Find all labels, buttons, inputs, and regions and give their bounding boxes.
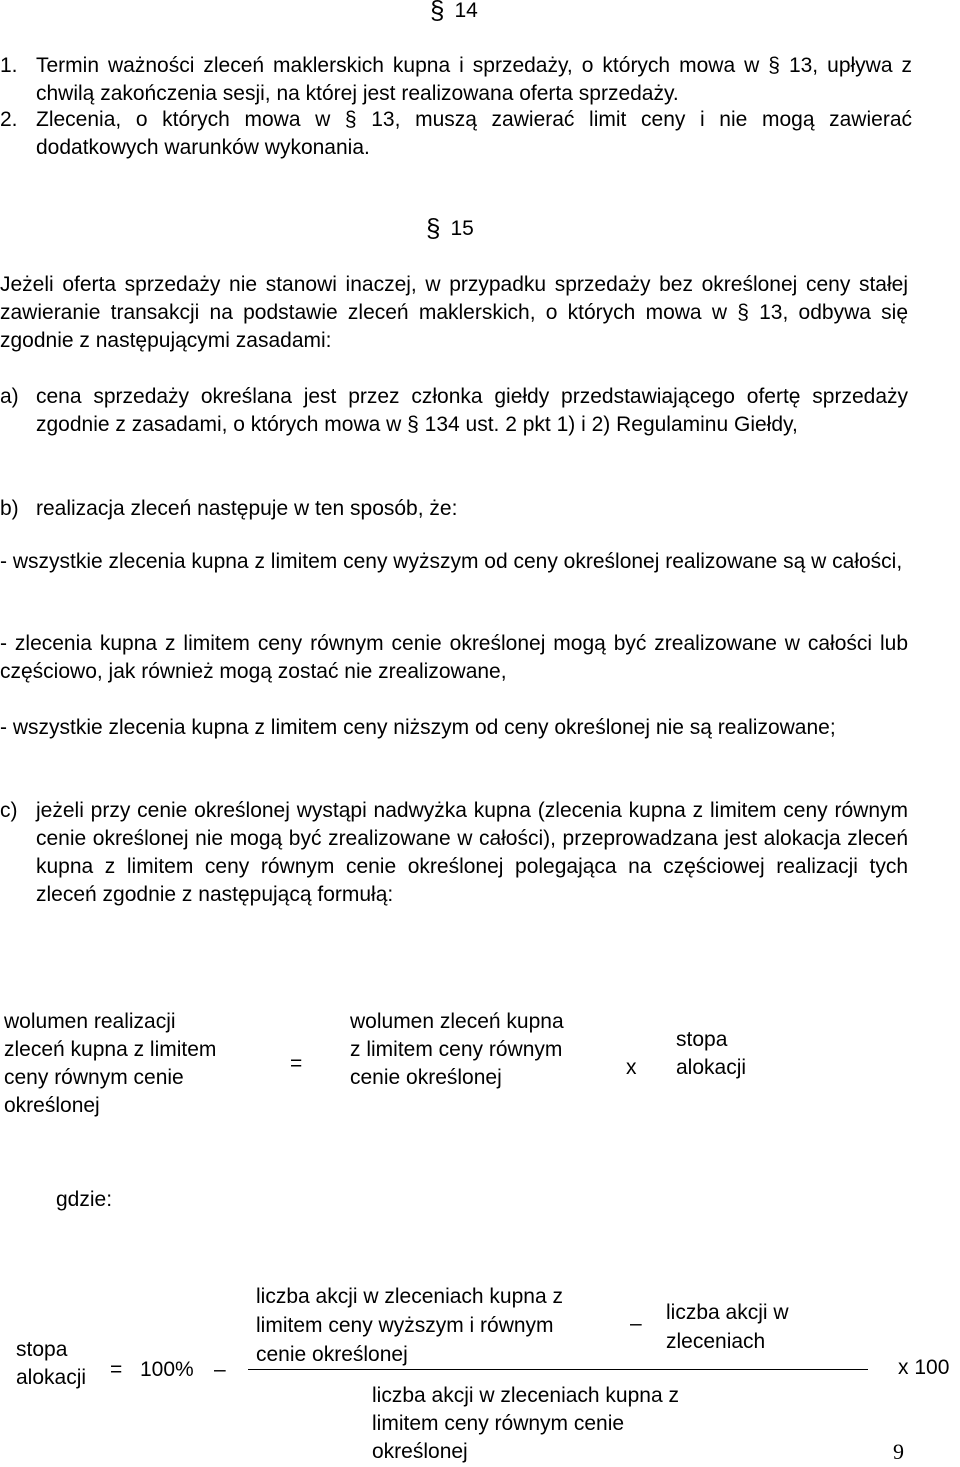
formula-text-line: cenie określonej	[256, 1343, 408, 1366]
formula-2-minus-1: –	[214, 1358, 226, 1381]
point-c	[0, 797, 908, 909]
list-item	[0, 52, 912, 108]
dash-item: - zlecenia kupna z limitem ceny równym cenie określonej mogą być zrealizowane w całości lub częściowo, jak również mogą zostać nie zrealizowane,	[0, 632, 908, 683]
point-text: realizacja zleceń następuje w ten sposób, że:	[36, 497, 458, 520]
page-number: 9	[893, 1439, 904, 1464]
formula-text-line: zleceń kupna z limitem	[4, 1038, 217, 1061]
list-item	[0, 106, 912, 162]
section-15-intro: Jeżeli oferta sprzedaży nie stanowi inaczej, w przypadku sprzedaży bez określonej ceny stałej zawieranie transakcji na podstawie zleceń maklerskich, o których mowa w § 13, odbywa się zgodnie z następującymi zasadami:	[0, 273, 908, 352]
where-label: gdzie:	[56, 1188, 113, 1211]
section-symbol: §	[430, 0, 445, 25]
list-number: 2.	[0, 108, 18, 131]
dash-item: - wszystkie zlecenia kupna z limitem ceny niższym od ceny określonej nie są realizowane;	[0, 716, 836, 739]
formula-text-line: limitem ceny równym cenie	[372, 1412, 625, 1435]
point-label: c)	[0, 799, 18, 822]
formula-2-equals: =	[110, 1358, 123, 1381]
formula-2-denominator	[372, 1382, 679, 1466]
formula-text-line: alokacji	[676, 1056, 747, 1079]
formula-text-line: stopa	[676, 1028, 728, 1051]
formula-text-line: alokacji	[16, 1366, 87, 1389]
point-text: cena sprzedaży określana jest przez członka giełdy przedstawiającego ofertę sprzedaży zgodnie z zasadami, o których mowa w § 134 ust. 2 pkt 1) i 2) Regulaminu Giełdy,	[36, 385, 908, 436]
formula-1-equals: =	[290, 1052, 303, 1075]
formula-text-line: określonej	[372, 1440, 468, 1463]
dash-item: - wszystkie zlecenia kupna z limitem ceny wyższym od ceny określonej realizowane są w całości,	[0, 550, 903, 573]
formula-2-hundred: 100%	[140, 1358, 194, 1381]
formula-text-line: liczba akcji w zleceniach kupna z	[372, 1384, 679, 1407]
formula-text-line: określonej	[4, 1094, 100, 1117]
formula-1-lhs	[4, 1008, 216, 1120]
section-14-heading	[430, 0, 478, 25]
formula-1-mid	[350, 1008, 564, 1092]
formula-text-line: wolumen zleceń kupna	[350, 1010, 564, 1033]
formula-2-minus-2: –	[630, 1312, 642, 1335]
point-label: a)	[0, 385, 19, 408]
section-symbol: §	[426, 213, 441, 243]
formula-text-line: cenie określonej	[350, 1066, 502, 1089]
list-text: Termin ważności zleceń maklerskich kupna i sprzedaży, o których mowa w § 13, upływa z chwilą zakończenia sesji, na której jest realizowana oferta sprzedaży.	[36, 54, 912, 105]
formula-text-line: wolumen realizacji	[4, 1010, 176, 1033]
formula-text-line: liczba akcji w zleceniach kupna z	[256, 1285, 563, 1308]
formula-text-line: limitem ceny wyższym i równym	[256, 1314, 554, 1337]
section-15-heading	[426, 214, 474, 243]
point-label: b)	[0, 497, 19, 520]
formula-2-numerator-right	[666, 1298, 789, 1356]
formula-1-rhs	[676, 1026, 746, 1082]
section-number: 14	[454, 0, 478, 22]
list-number: 1.	[0, 54, 18, 77]
formula-text-line: z limitem ceny równym	[350, 1038, 563, 1061]
formula-text-line: zleceniach	[666, 1330, 766, 1353]
formula-text-line: liczba akcji w	[666, 1301, 789, 1324]
formula-1-times: x	[626, 1056, 637, 1079]
formula-text-line: stopa	[16, 1338, 68, 1361]
list-text: Zlecenia, o których mowa w § 13, muszą zawierać limit ceny i nie mogą zawierać dodatkowych warunków wykonania.	[36, 108, 912, 159]
formula-2-numerator-left	[256, 1282, 563, 1369]
point-text: jeżeli przy cenie określonej wystąpi nadwyżka kupna (zlecenia kupna z limitem ceny równym cenie określonej nie mogą być zrealizowane w całości), przeprowadzana jest alokacja zleceń kupna z limitem ceny równym cenie określonej polegająca na częściowej realizacji tych zleceń zgodnie z następującą formułą:	[36, 799, 908, 906]
formula-text-line: ceny równym cenie	[4, 1066, 184, 1089]
section-number: 15	[450, 217, 474, 240]
formula-2-lhs	[16, 1336, 86, 1392]
formula-2-times-100: x 100	[898, 1356, 950, 1379]
point-a	[0, 383, 908, 439]
fraction-line	[248, 1369, 868, 1370]
point-b	[0, 495, 908, 523]
